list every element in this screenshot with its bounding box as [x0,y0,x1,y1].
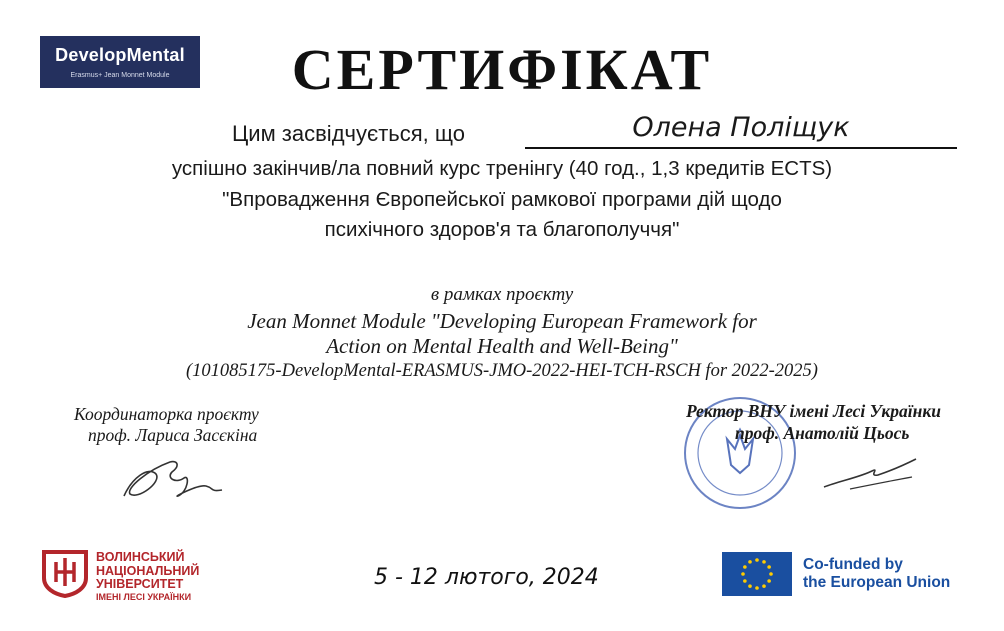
university-line-2: НАЦІОНАЛЬНИЙ [96,563,200,578]
rector-signature [820,455,920,495]
university-line-4: ІМЕНІ ЛЕСІ УКРАЇНКИ [96,591,192,602]
rector-name: проф. Анатолій Цьось [735,423,910,443]
recipient-name: Олена Поліщук [632,112,850,143]
university-line-1: ВОЛИНСЬКИЙ [96,550,185,564]
coordinator-role: Координаторка проєкту [74,404,259,424]
coordinator-name: проф. Лариса Засєкіна [88,425,258,445]
eu-star [748,560,752,564]
course-date: 5 - 12 лютого, 2024 [374,565,599,590]
coordinator-signature [118,448,233,508]
project-line-2: Action on Mental Health and Well-Being" [326,334,678,358]
rector-role: Ректор ВНУ імені Лесі Українки [686,401,941,421]
name-underline [525,147,957,149]
certifies-text: Цим засвідчується, що [232,121,465,146]
eu-star [762,584,766,588]
eu-star [767,579,771,583]
logo-subtitle: Erasmus+ Jean Monnet Module [70,72,170,79]
certificate-title: СЕРТИФІКАТ [291,37,713,102]
eu-star [755,558,759,562]
eu-line-2: the European Union [803,574,951,591]
eu-flag-icon [722,552,792,596]
project-code: (101085175-DevelopMental-ERASMUS-JMO-2022-HEI-TCH-RSCH for 2022-2025) [186,361,818,381]
university-logo-icon [40,548,90,598]
project-intro: в рамках проєкту [430,284,574,305]
eu-line-1: Co-funded by [803,556,903,573]
completed-course-text: успішно закінчив/ла повний курс тренінгу (40 год., 1,3 кредитів ECTS) [171,157,833,180]
university-line-3: УНІВЕРСИТЕТ [96,577,184,591]
eu-star [762,560,766,564]
course-title-line-2: психічного здоров'я та благополуччя" [324,218,680,241]
project-line-1: Jean Monnet Module "Developing European Framework for [247,309,757,333]
university-name [96,551,199,602]
eu-star [741,572,745,576]
eu-cofunded [803,556,950,592]
eu-star [743,565,747,569]
logo-title: DevelopMental [55,45,185,65]
eu-star [769,572,773,576]
eu-star [767,565,771,569]
eu-star [743,579,747,583]
eu-star [755,586,759,590]
course-title-line-1: "Впровадження Європейської рамкової програми дій щодо [222,188,782,211]
eu-star [748,584,752,588]
